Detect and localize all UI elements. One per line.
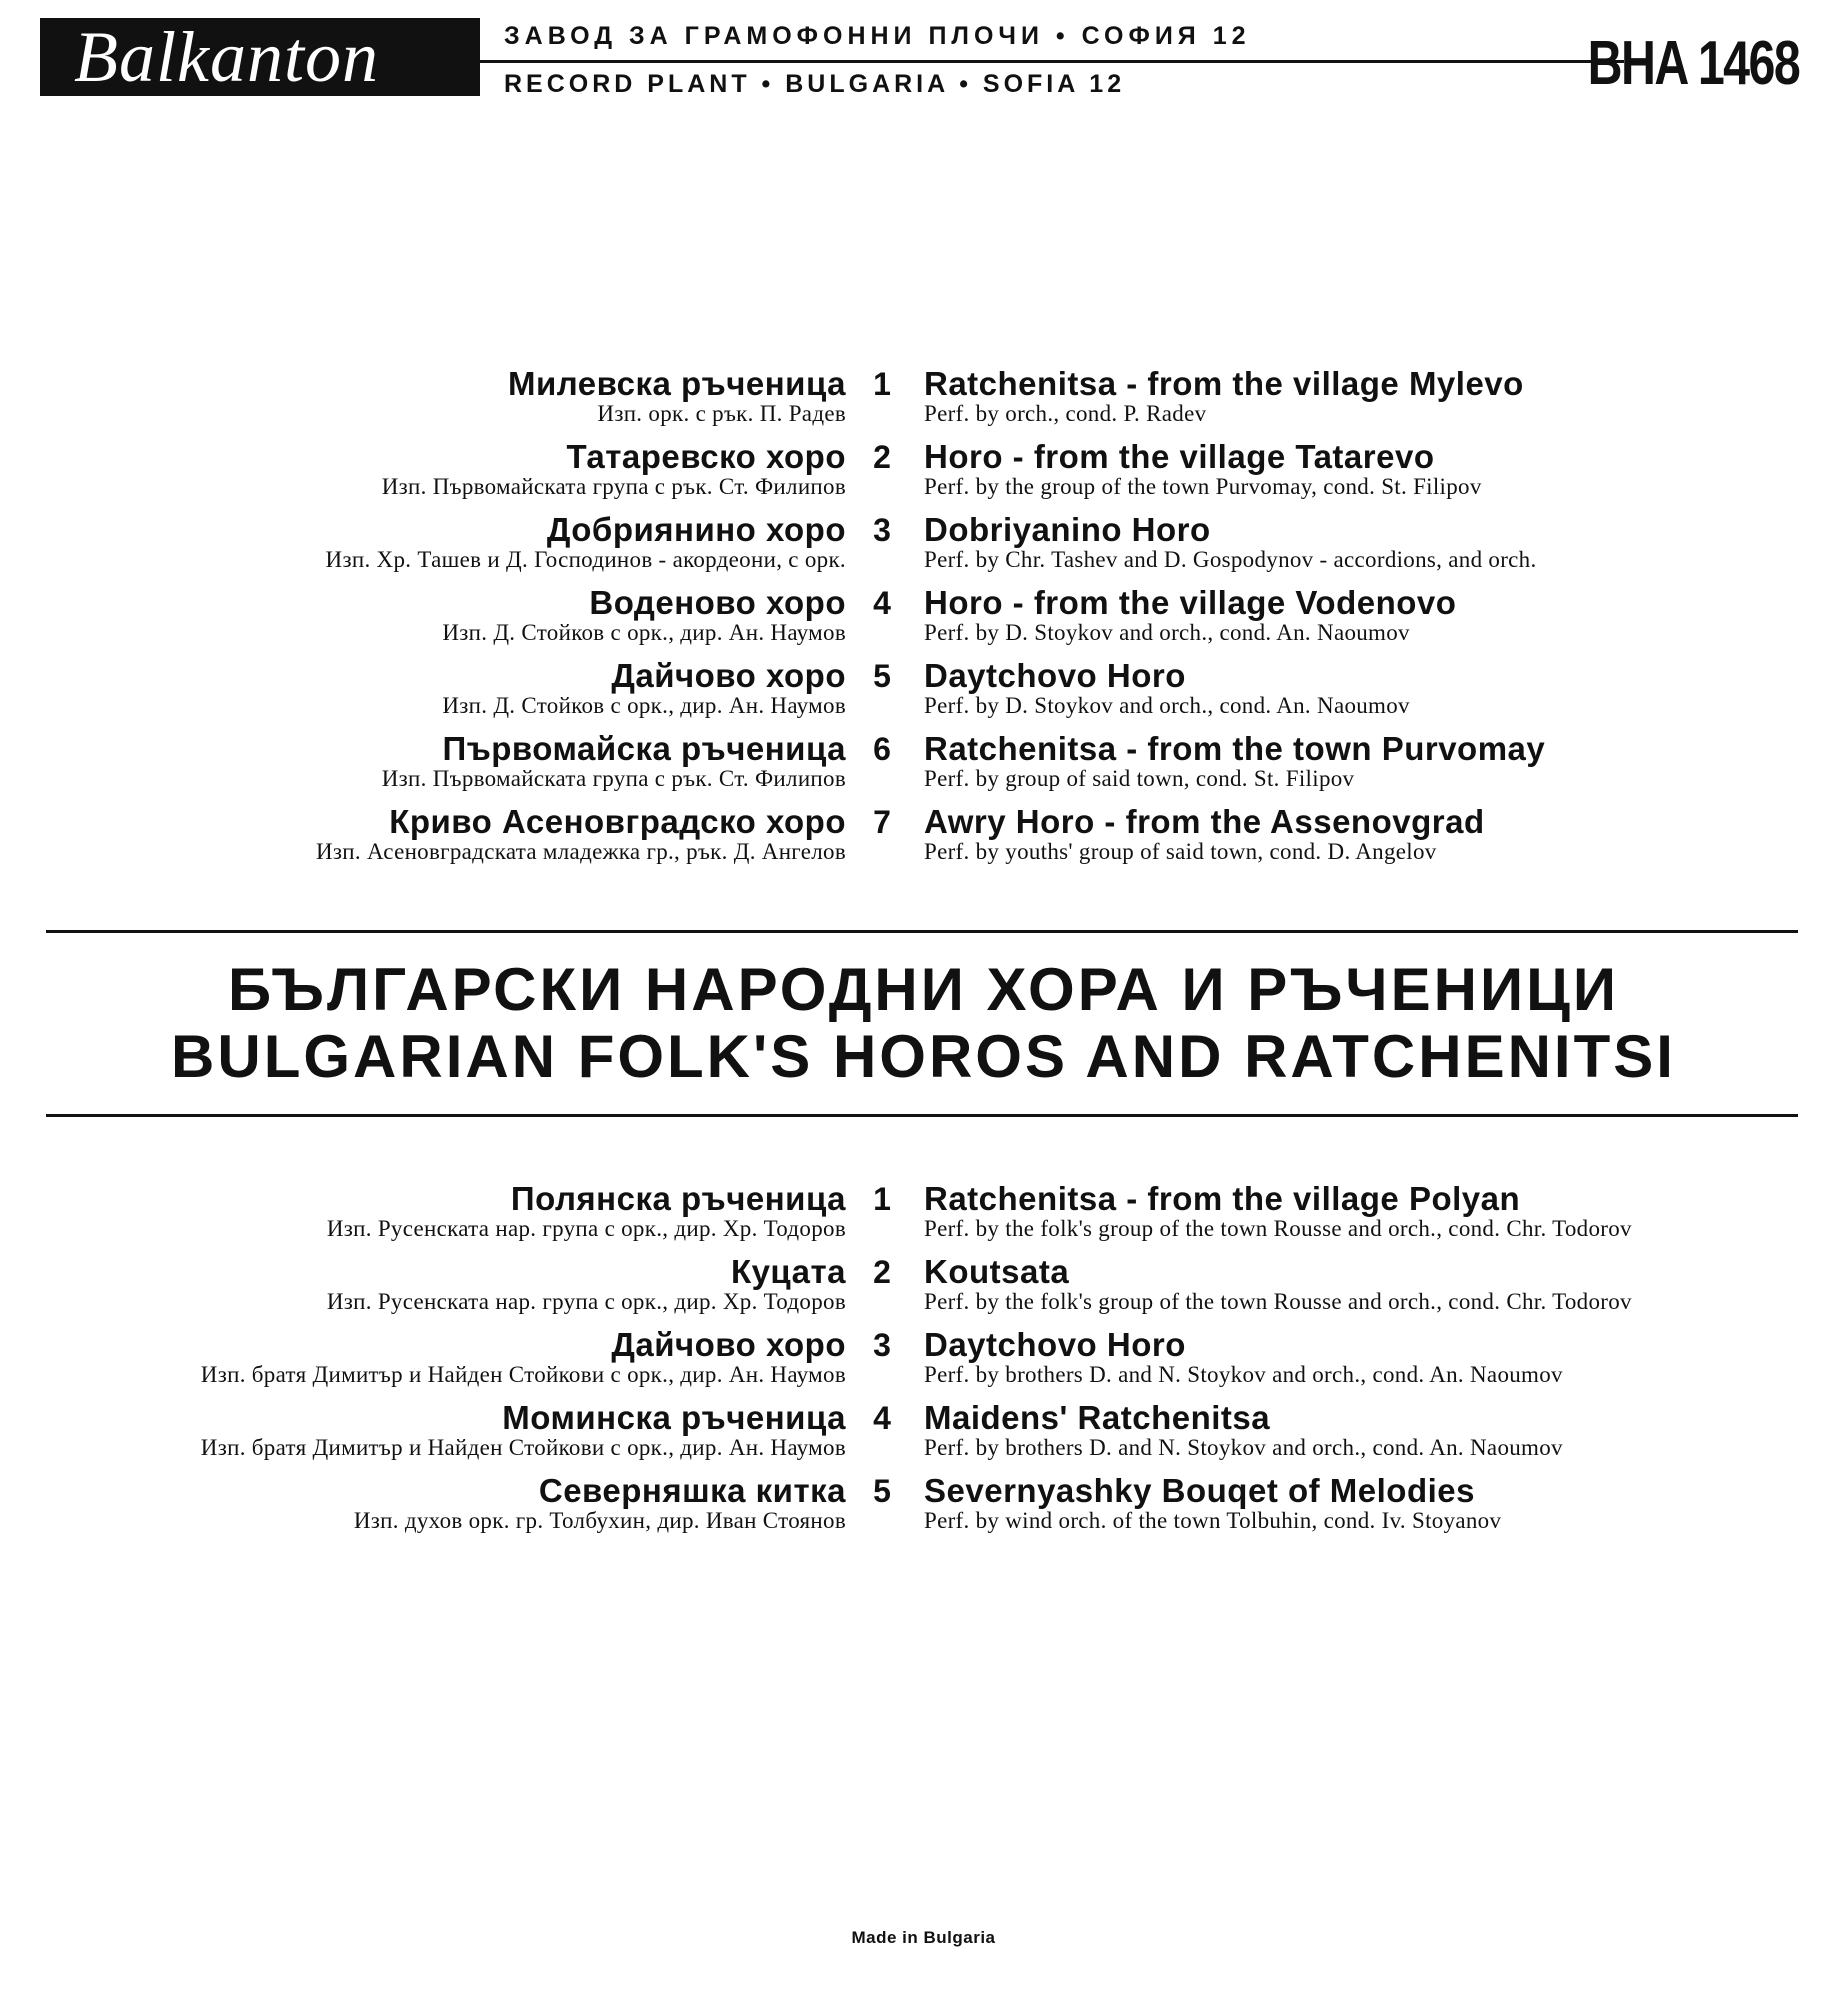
divider-bottom (46, 1114, 1798, 1117)
track-title-en: Dobriyanino Horo (924, 511, 1211, 548)
track-title-bg: Куцата (730, 1253, 846, 1290)
track-row (0, 804, 1847, 877)
catalog-number: BHA 1468 (1587, 29, 1799, 98)
track-title-en: Ratchenitsa - from the town Purvomay (924, 730, 1546, 767)
track-row (0, 731, 1847, 804)
track-number: 3 (873, 1327, 891, 1363)
track-title-en: Ratchenitsa - from the village Mylevo (924, 365, 1524, 402)
track-number: 5 (873, 658, 891, 694)
track-number: 4 (873, 1400, 891, 1436)
track-performer-en: Perf. by the group of the town Purvomay, cond. St. Filipov (924, 474, 1482, 499)
track-title-bg: Криво Асеновградско хоро (389, 803, 846, 840)
record-plant-english: RECORD PLANT • BULGARIA • SOFIA 12 (504, 70, 1126, 98)
track-number: 2 (873, 439, 891, 475)
track-row (0, 439, 1847, 512)
track-row (0, 366, 1847, 439)
track-number: 4 (873, 585, 891, 621)
track-performer-en: Perf. by orch., cond. P. Radev (924, 401, 1207, 426)
track-number: 1 (873, 366, 891, 402)
track-row (0, 1181, 1847, 1254)
track-performer-bg: Изп. Първомайската група с рък. Ст. Филипов (381, 474, 846, 499)
track-title-en: Daytchovo Horo (924, 1326, 1186, 1363)
track-title-bg: Дайчово хоро (611, 1326, 846, 1363)
track-performer-en: Perf. by the folk's group of the town Rousse and orch., cond. Chr. Todorov (924, 1289, 1632, 1314)
track-performer-en: Perf. by brothers D. and N. Stoykov and orch., cond. An. Naoumov (924, 1435, 1563, 1460)
track-row (0, 1473, 1847, 1546)
side-b-tracklist (0, 1181, 1847, 1546)
track-row (0, 1254, 1847, 1327)
divider-top (46, 930, 1798, 933)
track-performer-en: Perf. by D. Stoykov and orch., cond. An. Naoumov (924, 693, 1410, 718)
track-title-en: Horo - from the village Vodenovo (924, 584, 1457, 621)
track-performer-bg: Изп. орк. с рък. П. Радев (597, 401, 846, 426)
track-performer-bg: Изп. духов орк. гр. Толбухин, дир. Иван Стоянов (353, 1508, 846, 1533)
side-a-tracklist (0, 366, 1847, 877)
track-performer-bg: Изп. Русенската нар. група с орк., дир. Хр. Тодоров (326, 1289, 846, 1314)
track-performer-en: Perf. by Chr. Tashev and D. Gospodynov - accordions, and orch. (924, 547, 1537, 572)
track-title-bg: Северняшка китка (538, 1472, 846, 1509)
track-number: 7 (873, 804, 891, 840)
track-performer-bg: Изп. Д. Стойков с орк., дир. Ан. Наумов (442, 693, 846, 718)
track-title-en: Maidens' Ratchenitsa (924, 1399, 1271, 1436)
track-performer-bg: Изп. Асеновградската младежка гр., рък. Д. Ангелов (315, 839, 846, 864)
track-number: 1 (873, 1181, 891, 1217)
track-performer-bg: Изп. братя Димитър и Найден Стойкови с орк., дир. Ан. Наумов (200, 1435, 846, 1460)
track-number: 5 (873, 1473, 891, 1509)
logo-wordmark: Balkanton (74, 17, 379, 97)
track-title-en: Awry Horo - from the Assenovgrad (924, 803, 1485, 840)
track-title-en: Daytchovo Horo (924, 657, 1186, 694)
header-rule (468, 60, 1624, 63)
track-performer-en: Perf. by youths' group of said town, cond. D. Angelov (924, 839, 1437, 864)
track-row (0, 1400, 1847, 1473)
track-performer-bg: Изп. Д. Стойков с орк., дир. Ан. Наумов (442, 620, 846, 645)
track-row (0, 1327, 1847, 1400)
track-performer-en: Perf. by group of said town, cond. St. Filipov (924, 766, 1355, 791)
track-title-en: Ratchenitsa - from the village Polyan (924, 1180, 1521, 1217)
record-plant-bulgarian: ЗАВОД ЗА ГРАМОФОННИ ПЛОЧИ • СОФИЯ 12 (504, 22, 1251, 50)
track-row (0, 658, 1847, 731)
track-number: 3 (873, 512, 891, 548)
track-title-bg: Полянска ръченица (510, 1180, 846, 1217)
track-title-en: Koutsata (924, 1253, 1070, 1290)
track-performer-bg: Изп. Хр. Ташев и Д. Господинов - акордеони, с орк. (325, 547, 846, 572)
track-row (0, 585, 1847, 658)
album-title-en: BULGARIAN FOLK'S HOROS AND RATCHENITSI (171, 1023, 1676, 1090)
track-title-bg: Моминска ръченица (502, 1399, 846, 1436)
track-title-bg: Воденово хоро (589, 584, 846, 621)
track-title-en: Horo - from the village Tatarevo (924, 438, 1435, 475)
track-performer-bg: Изп. Първомайската група с рък. Ст. Филипов (381, 766, 846, 791)
track-title-bg: Милевска ръченица (507, 365, 846, 402)
track-number: 2 (873, 1254, 891, 1290)
track-title-bg: Добриянино хоро (546, 511, 846, 548)
track-performer-en: Perf. by the folk's group of the town Rousse and orch., cond. Chr. Todorov (924, 1216, 1632, 1241)
track-number: 6 (873, 731, 891, 767)
track-performer-en: Perf. by D. Stoykov and orch., cond. An. Naoumov (924, 620, 1410, 645)
track-title-bg: Първомайска ръченица (442, 730, 846, 767)
balkanton-logo (40, 18, 480, 96)
track-performer-bg: Изп. братя Димитър и Найден Стойкови с орк., дир. Ан. Наумов (200, 1362, 846, 1387)
made-in-label: Made in Bulgaria (851, 1928, 996, 1947)
track-row (0, 512, 1847, 585)
track-title-bg: Дайчово хоро (611, 657, 846, 694)
track-performer-en: Perf. by wind orch. of the town Tolbuhin, cond. Iv. Stoyanov (924, 1508, 1502, 1533)
album-title-bg: БЪЛГАРСКИ НАРОДНИ ХОРА И РЪЧЕНИЦИ (227, 956, 1620, 1023)
track-title-en: Severnyashky Bouqet of Melodies (924, 1472, 1475, 1509)
track-title-bg: Татаревско хоро (566, 438, 846, 475)
track-performer-bg: Изп. Русенската нар. група с орк., дир. Хр. Тодоров (326, 1216, 846, 1241)
track-performer-en: Perf. by brothers D. and N. Stoykov and orch., cond. An. Naoumov (924, 1362, 1563, 1387)
